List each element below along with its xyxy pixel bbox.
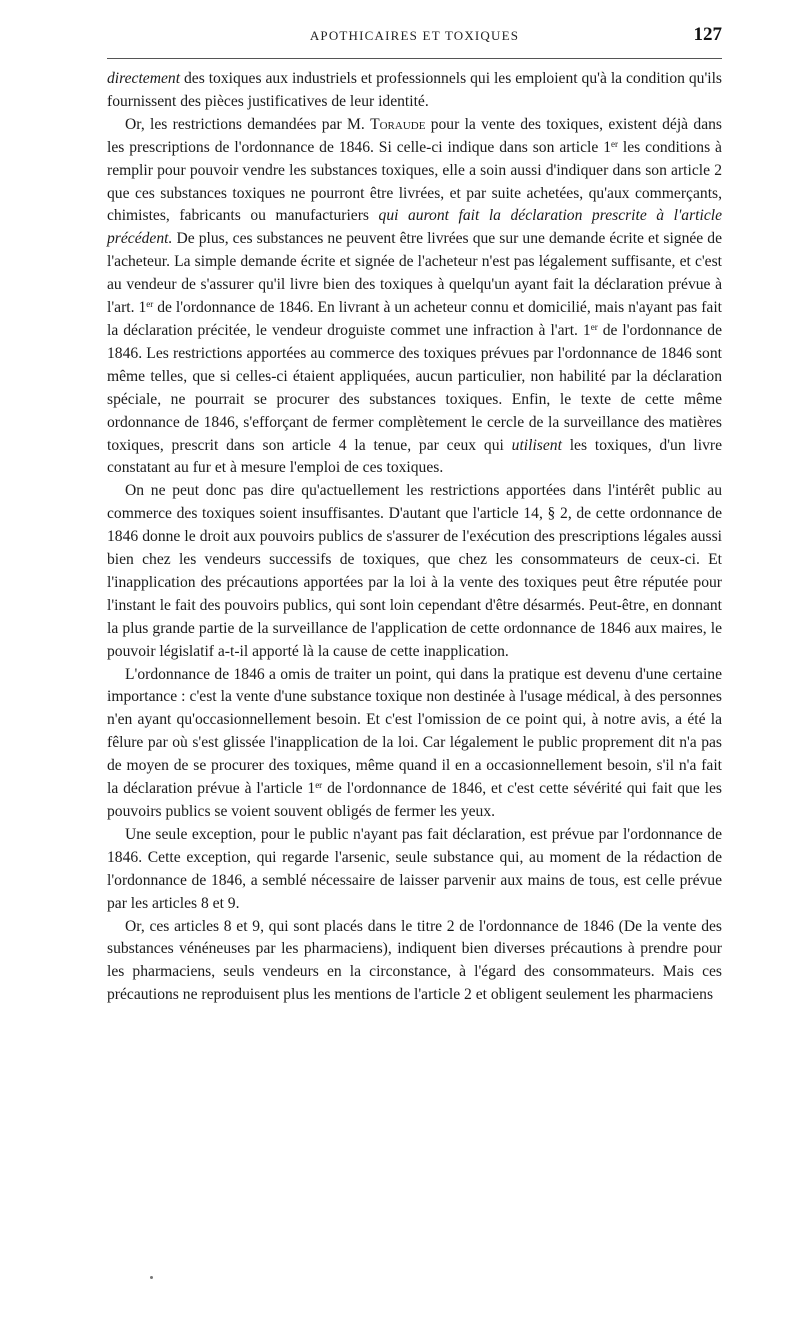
paragraph <box>107 916 722 1008</box>
text-run: les conditions à remplir pour pouvoir vendre les substances toxiques, elle a soin aussi d'indiquer dans son article 2 que ces substances toxiques ne pourront être livrées, et par suite achetées, qu'aux commerçants, chimistes, fabricants ou manufacturiers <box>107 138 722 225</box>
book-page <box>107 18 722 1007</box>
page-header <box>107 18 722 58</box>
author-name: Toraude <box>370 115 426 133</box>
text-run: On ne peut donc pas dire qu'actuellement les restrictions apportées dans l'intérêt public au commerce des toxiques soient insuffisantes. D'autant que l'article 14, § 2, de cette ordonnance de 1846 donne le droit aux pouvoirs publics de s'assurer de l'exécution des prescriptions légales aussi bien chez les vendeurs successifs de toxiques, que chez les consommateurs de ceux-ci. Et l'inapplication des précautions apportées par la loi à la vente des toxiques peut être réputée pour l'instant le fait des pouvoirs publics, qui sont loin cependant d'être désarmés. Peut-être, en donnant la plus grande partie de la surveillance de l'application de cette ordonnance de 1846 aux maires, le pouvoir législatif a-t-il apporté là la cause de cette inapplication. <box>107 482 722 660</box>
ordinal-superscript: er <box>590 321 598 332</box>
paragraph <box>107 664 722 824</box>
paragraph <box>107 824 722 916</box>
paper-speck <box>150 1276 153 1279</box>
paragraph <box>107 480 722 663</box>
body-text <box>107 68 722 1007</box>
paragraph <box>107 114 722 481</box>
ordinal-superscript: er <box>315 780 323 791</box>
running-head: APOTHICAIRES ET TOXIQUES <box>309 28 520 43</box>
ordinal-superscript: er <box>611 138 618 149</box>
italic-text: qui auront fait la déclaration prescrite à l'article précédent. <box>107 207 723 248</box>
ordinal-superscript: er <box>146 299 154 310</box>
page-number: 127 <box>693 24 722 45</box>
text-run: Or, les restrictions demandées par M. <box>125 115 371 133</box>
text-run: de l'ordonnance de 1846. En livrant à un acheteur connu et domicilié, mais n'ayant pas fait la déclaration précitée, le vendeur droguiste commet une infraction à l'art. 1 <box>107 299 722 339</box>
paragraph <box>107 68 722 114</box>
italic-text: directement <box>107 70 181 87</box>
text-run: Or, ces articles 8 et 9, qui sont placés dans le titre 2 de l'ordonnance de 1846 (De la vente des substances vénéneuses par les pharmaciens), indiquent bien diverses précautions à prendre pour les pharmaciens, seuls vendeurs en la circonstance, à l'égard des consommateurs. Mais ces précautions ne reproduisent plus les mentions de l'article 2 et obligent seulement les pharmaciens <box>107 917 722 1004</box>
text-run: de l'ordonnance de 1846, et c'est cette sévérité qui fait que les pouvoirs publics se voient souvent obligés de fermer les yeux. <box>107 780 722 820</box>
text-run: L'ordonnance de 1846 a omis de traiter un point, qui dans la pratique est devenu d'une certaine importance : c'est la vente d'une substance toxique non destinée à l'usage médical, à des personnes n'en ayant qu'occasionnellement besoin. Et c'est l'omission de ce point qui, à notre avis, a été la fêlure par où s'est glissée l'inapplication de la loi. Car légalement le public proprement dit n'a pas de moyen de se procurer des toxiques, même quand il en a occasionnellement besoin, s'il n'a fait la déclaration prévue à l'article 1 <box>107 665 722 798</box>
text-run: De plus, ces substances ne peuvent être livrées que sur une demande écrite et signée de l'acheteur. La simple demande écrite et signée de l'acheteur n'est pas légalement suffisante, et c'est au vendeur de s'assurer qu'il livre bien des toxiques à quelqu'un ayant fait la déclaration prévue à l'art. 1 <box>107 230 722 317</box>
text-run: Une seule exception, pour le public n'ayant pas fait déclaration, est prévue par l'ordonnance de 1846. Cette exception, qui regarde l'arsenic, seule substance qui, au moment de la rédaction de l'ordonnance de 1846, a semblé nécessaire de laisser parvenir aux mains de tous, est celle prévue par les articles 8 et 9. <box>107 825 722 912</box>
text-run: des toxiques aux industriels et professionnels qui les emploient qu'à la condition qu'ils fournissent des pièces justificatives de leur identité. <box>107 70 722 110</box>
text-run: pour la vente des toxiques, existent déjà dans les prescriptions de l'ordonnance de 1846. Si celle-ci indique dans son article 1 <box>107 115 722 156</box>
text-run: les toxiques, d'un livre constatant au fur et à mesure l'emploi de ces toxiques. <box>107 436 723 477</box>
italic-text: utilisent <box>511 436 562 454</box>
header-rule <box>107 58 722 59</box>
text-run: de l'ordonnance de 1846. Les restrictions apportées au commerce des toxiques prévues par l'ordonnance de 1846 sont même telles, que si celles-ci étaient appliquées, aucun particulier, non habilité par la déclaration spéciale, ne pourrait se procurer des substances toxiques. Enfin, le texte de cette même ordonnance de 1846, s'efforçant de fermer complètement le cercle de la surveillance des matières toxiques, prescrit dans son article 4 la tenue, par ceux qui <box>107 321 723 454</box>
